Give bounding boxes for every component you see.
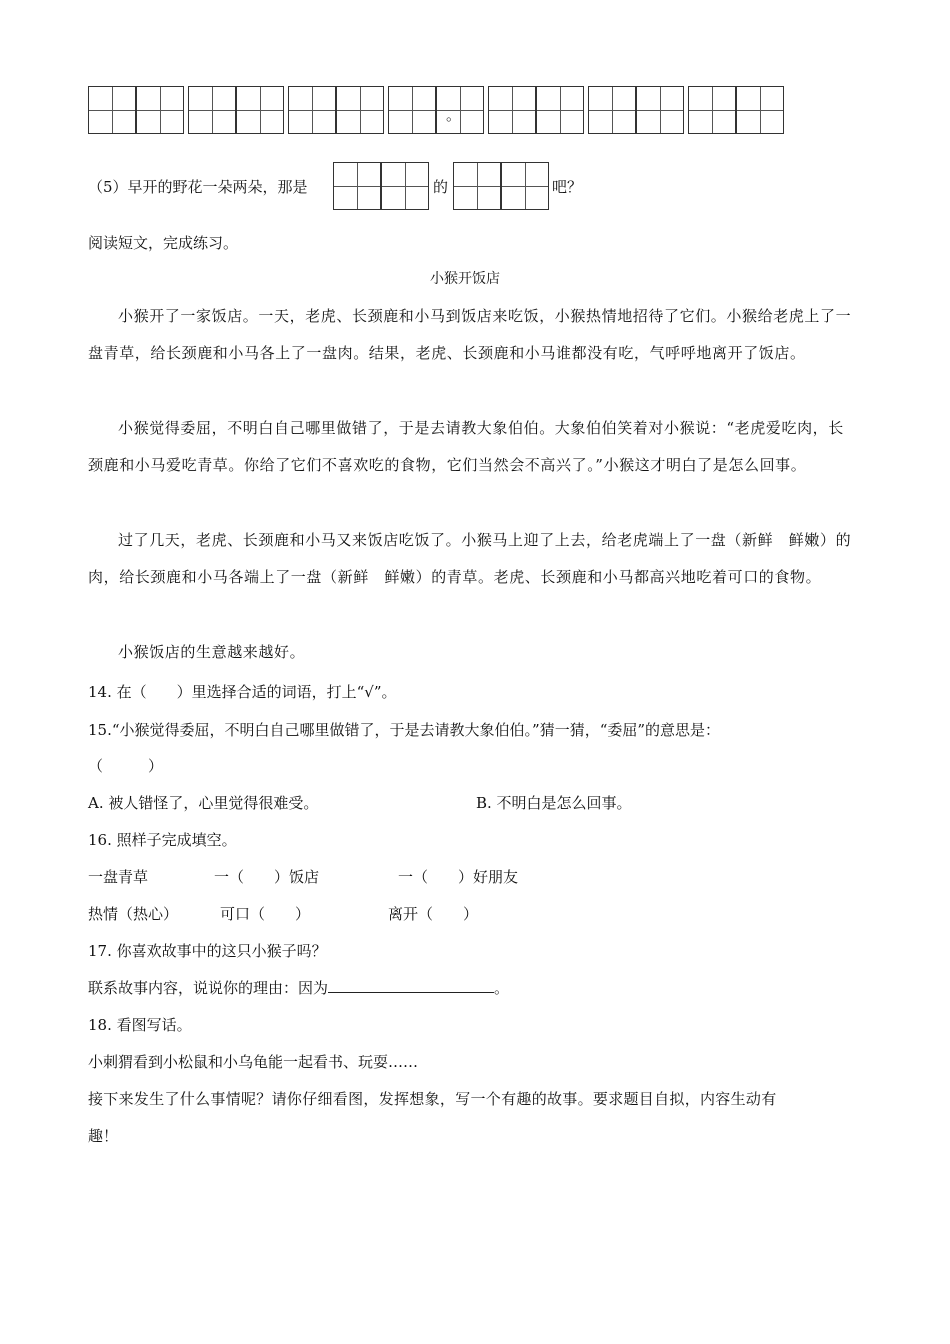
char-cell[interactable] — [501, 162, 549, 210]
q17-end: 。 — [494, 979, 510, 997]
char-cell[interactable] — [636, 86, 684, 134]
char-grid-pair[interactable] — [488, 86, 584, 134]
q18-line-1: 小刺猬看到小松鼠和小乌龟能一起看书、玩耍…… — [88, 1053, 419, 1071]
reading-paragraph-2: 小猴觉得委屈，不明白自己哪里做错了，于是去请教大象伯伯。大象伯伯笑着对小猴说：“老虎爱吃肉，长颈鹿和小马爱吃青草。你给了它们不喜欢吃的食物，它们当然会不高兴了。”小猴这才明白了是怎么回事。 — [88, 419, 844, 474]
q18-stem: 18. 看图写话。 — [88, 1016, 192, 1034]
char-cell[interactable] — [188, 86, 236, 134]
char-cell[interactable] — [536, 86, 584, 134]
char-cell[interactable] — [588, 86, 636, 134]
q16-blank-2[interactable]: 一（ ）好朋友 — [398, 868, 519, 886]
reading-paragraph-1: 小猴开了一家饭店。一天，老虎、长颈鹿和小马到饭店来吃饭，小猴热情地招待了它们。小猴给老虎上了一盘青草，给长颈鹿和小马各上了一盘肉。结果，老虎、长颈鹿和小马谁都没有吃，气呼呼地离开了饭店。 — [88, 307, 852, 362]
q16-example-1: 一盘青草 — [88, 868, 149, 886]
q16-blank-4[interactable]: 离开（ ） — [388, 905, 479, 923]
char-cell[interactable] — [336, 86, 384, 134]
char-cell[interactable] — [136, 86, 184, 134]
q17-stem: 17. 你喜欢故事中的这只小猴子吗？ — [88, 942, 327, 960]
char-cell[interactable] — [688, 86, 736, 134]
char-cell[interactable] — [381, 162, 429, 210]
char-grid-pair[interactable] — [288, 86, 384, 134]
char-grid-pair[interactable] — [388, 86, 484, 134]
q5-suffix: 吧？ — [552, 178, 583, 196]
char-cell[interactable] — [333, 162, 381, 210]
reading-paragraph-3: 过了几天，老虎、长颈鹿和小马又来饭店吃饭了。小猴马上迎了上去，给老虎端上了一盘（新鲜 鲜嫩）的肉，给长颈鹿和小马各端上了一盘（新鲜 鲜嫩）的青草。老虎、长颈鹿和小马都高兴地吃着可口的食物。 — [88, 531, 852, 586]
q15-option-a[interactable]: A. 被人错怪了，心里觉得很难受。 — [88, 794, 319, 812]
char-cell[interactable] — [388, 86, 436, 134]
q16-blank-1[interactable]: 一（ ）饭店 — [214, 868, 320, 886]
q5-middle: 的 — [433, 178, 449, 196]
q17-prompt — [88, 977, 509, 998]
char-cell[interactable] — [736, 86, 784, 134]
char-cell[interactable] — [488, 86, 536, 134]
char-cell[interactable] — [288, 86, 336, 134]
char-grid-pair[interactable] — [688, 86, 784, 134]
reading-instruction: 阅读短文，完成练习。 — [88, 234, 239, 252]
q5-grid-2[interactable] — [453, 162, 549, 210]
reading-title: 小猴开饭店 — [430, 271, 500, 287]
q4-period: 。 — [446, 106, 462, 124]
reading-paragraph-4: 小猴饭店的生意越来越好。 — [118, 643, 306, 661]
char-grid-pair[interactable] — [588, 86, 684, 134]
char-cell[interactable] — [88, 86, 136, 134]
q16-example-2: 热情（热心） — [88, 905, 179, 923]
q14-stem: 14. 在（ ）里选择合适的词语，打上“√”。 — [88, 683, 397, 701]
char-grid-pair[interactable] — [188, 86, 284, 134]
q5-grid-1[interactable] — [333, 162, 429, 210]
q15-answer-paren[interactable]: （ ） — [88, 757, 164, 775]
q18-line-2: 接下来发生了什么事情呢？请你仔细看图，发挥想象，写一个有趣的故事。要求题目自拟，内容生动有 — [88, 1090, 777, 1108]
q17-answer-line[interactable] — [328, 978, 494, 993]
char-cell[interactable] — [236, 86, 284, 134]
q16-blank-3[interactable]: 可口（ ） — [220, 905, 311, 923]
char-grid-pair[interactable] — [88, 86, 184, 134]
q18-line-3: 趣！ — [88, 1127, 119, 1145]
q16-stem: 16. 照样子完成填空。 — [88, 831, 237, 849]
q15-stem: 15.“小猴觉得委屈，不明白自己哪里做错了，于是去请教大象伯伯。”猜一猜，“委屈”的意思是： — [88, 721, 721, 739]
q5-prefix: （5）早开的野花一朵两朵，那是 — [88, 178, 308, 196]
answer-grid-row[interactable] — [88, 86, 784, 134]
char-cell[interactable] — [453, 162, 501, 210]
q17-prompt-text: 联系故事内容，说说你的理由：因为 — [88, 979, 329, 997]
q15-option-b[interactable]: B. 不明白是怎么回事。 — [476, 794, 632, 812]
